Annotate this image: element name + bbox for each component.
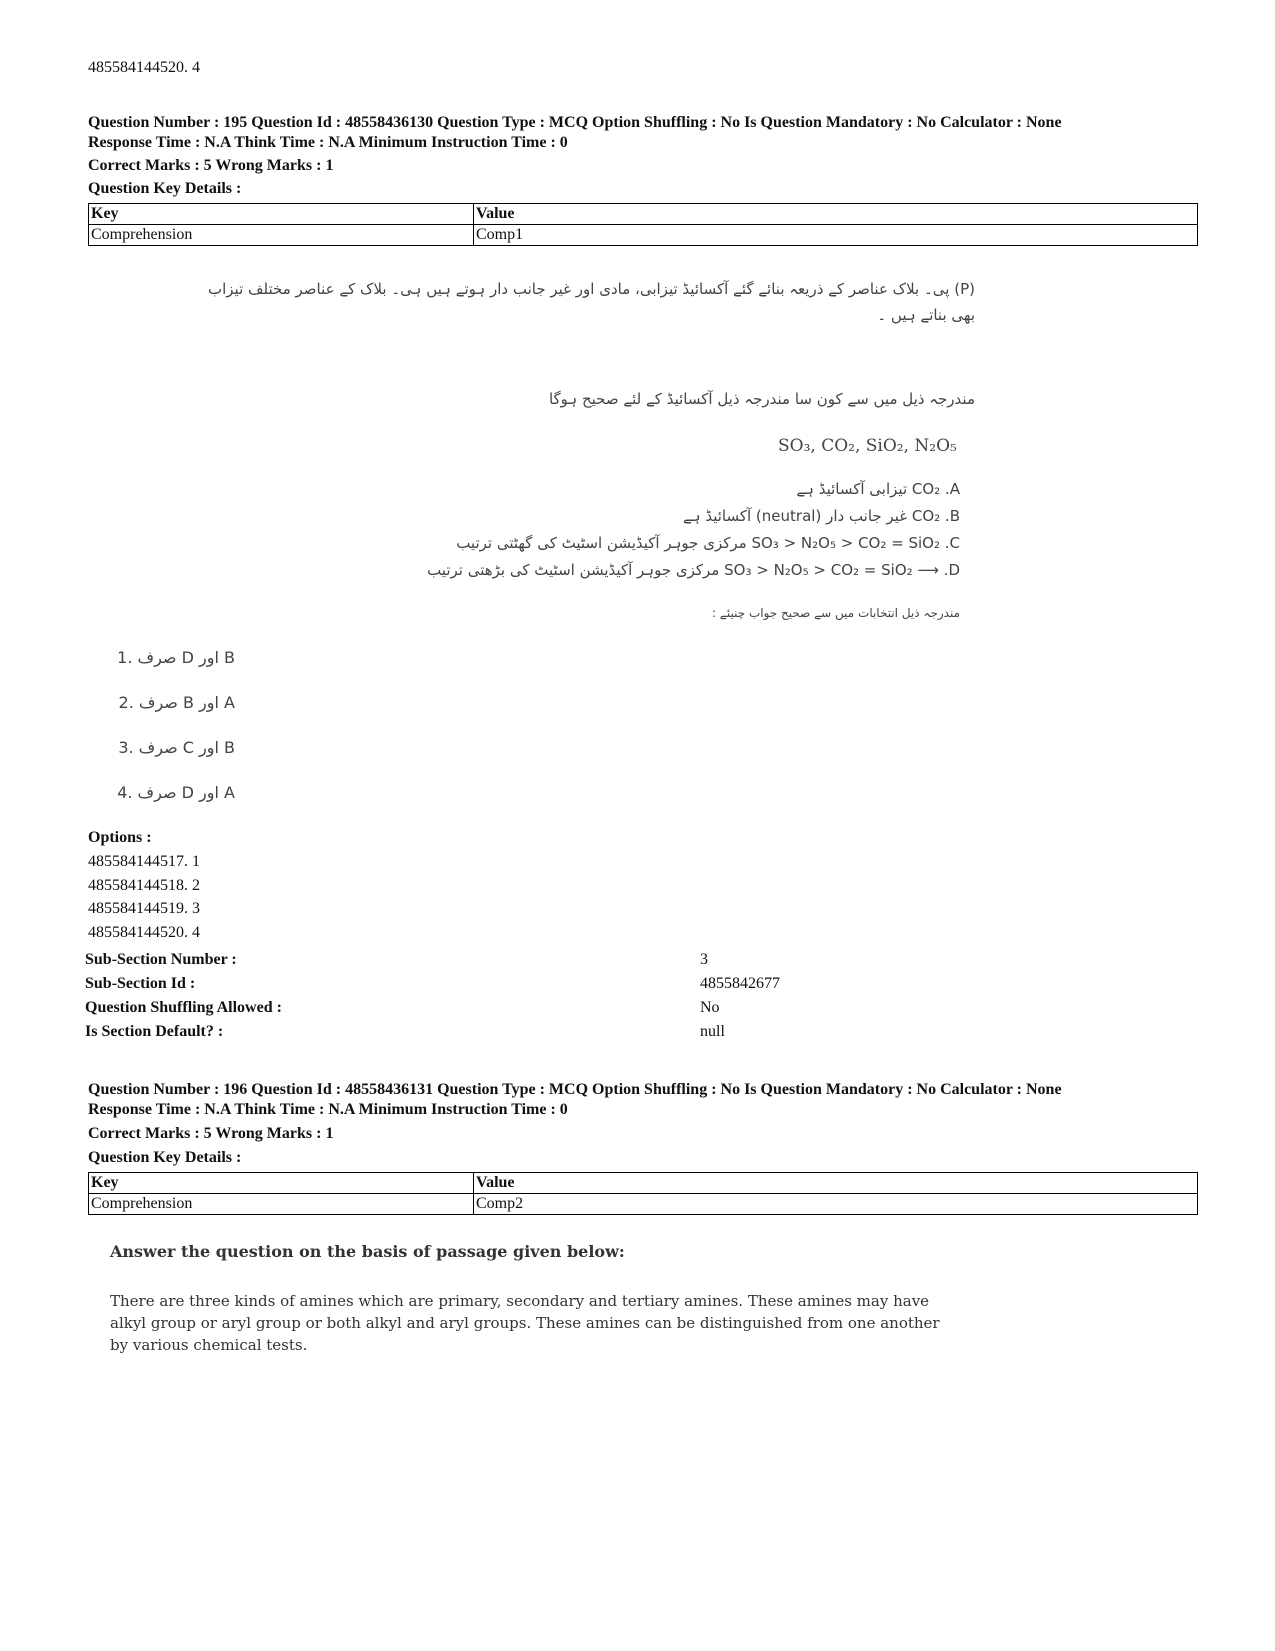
q196-key-table <box>88 1172 1198 1215</box>
statement-b: CO₂ .B غیر جانب دار (neutral) آکسائیڈ ہے <box>682 507 960 525</box>
key-cell: Comprehension <box>89 1194 474 1215</box>
statement-d: SO₃ > N₂O₅ > CO₂ = SiO₂ ⟶ .D مرکزی جوہر آکیڈیشن اسٹیٹ کی بڑھتی ترتیب <box>427 561 960 579</box>
section-default-value: null <box>700 1023 725 1040</box>
option-3: 485584144519. 3 <box>88 900 200 917</box>
subsection-number-label: Sub-Section Number : <box>85 951 237 968</box>
statement-a: CO₂ .A تیزابی آکسائیڈ ہے <box>796 480 960 498</box>
value-cell: Comp2 <box>474 1194 1198 1215</box>
q196-marks: Correct Marks : 5 Wrong Marks : 1 <box>88 1125 334 1142</box>
q195-marks: Correct Marks : 5 Wrong Marks : 1 <box>88 157 334 174</box>
q195-meta-line2: Response Time : N.A Think Time : N.A Minimum Instruction Time : 0 <box>88 134 568 151</box>
value-cell: Comp1 <box>474 225 1198 246</box>
option-4: 485584144520. 4 <box>88 924 200 941</box>
q196-passage-line1: There are three kinds of amines which are primary, secondary and tertiary amines. These amines may have <box>110 1292 930 1310</box>
q196-passage-heading: Answer the question on the basis of passage given below: <box>110 1242 625 1261</box>
key-cell: Comprehension <box>89 225 474 246</box>
q195-question-text: مندرجہ ذیل میں سے کون سا مندرجہ ذیل آکسائیڈ کے لئے صحیح ہوگا <box>548 390 975 408</box>
choice-4: A اور D صرف .4 <box>117 783 235 802</box>
subsection-id-value: 4855842677 <box>700 975 780 992</box>
q195-passage-line2: بھی بناتے ہیں ۔ <box>877 306 975 324</box>
question-shuffling-label: Question Shuffling Allowed : <box>85 999 282 1016</box>
q196-meta-line1: Question Number : 196 Question Id : 48558436131 Question Type : MCQ Option Shuffling : No Is Question Mandatory : No Calculator : None <box>88 1081 1062 1098</box>
statement-c: SO₃ > N₂O₅ > CO₂ = SiO₂ .C مرکزی جوہر آکیڈیشن اسٹیٹ کی گھٹتی ترتیب <box>456 534 960 552</box>
q195-key-table <box>88 203 1198 246</box>
choice-1: B اور D صرف .1 <box>117 648 235 667</box>
oxide-formula-list: SO₃, CO₂, SiO₂, N₂O₅ <box>778 436 957 456</box>
value-header: Value <box>474 1173 1198 1194</box>
previous-answer-line: 485584144520. 4 <box>88 59 200 76</box>
choice-2: A اور B صرف .2 <box>118 693 235 712</box>
options-label: Options : <box>88 829 152 846</box>
value-header: Value <box>474 204 1198 225</box>
subsection-id-label: Sub-Section Id : <box>85 975 196 992</box>
section-default-label: Is Section Default? : <box>85 1023 224 1040</box>
question-shuffling-value: No <box>700 999 720 1016</box>
q195-meta-line1: Question Number : 195 Question Id : 48558436130 Question Type : MCQ Option Shuffling : No Is Question Mandatory : No Calculator : None <box>88 114 1062 131</box>
q196-key-details-label: Question Key Details : <box>88 1149 242 1166</box>
q195-passage-line1: (P) پی۔ بلاک عناصر کے ذریعہ بنائے گئے آکسائیڈ تیزابی، مادی اور غیر جانب دار ہوتے ہیں ہی۔ بلاک کے عناصر مختلف تیزاب <box>207 280 975 298</box>
key-header: Key <box>89 204 474 225</box>
q196-meta-line2: Response Time : N.A Think Time : N.A Minimum Instruction Time : 0 <box>88 1101 568 1118</box>
subsection-number-value: 3 <box>700 951 708 968</box>
option-2: 485584144518. 2 <box>88 877 200 894</box>
q195-instruction: مندرجہ ذیل انتخابات میں سے صحیح جواب چنیئے : <box>711 606 960 620</box>
key-header: Key <box>89 1173 474 1194</box>
q196-passage-line2: alkyl group or aryl group or both alkyl and aryl groups. These amines can be distinguished from one another <box>110 1314 940 1332</box>
option-1: 485584144517. 1 <box>88 853 200 870</box>
choice-3: B اور C صرف .3 <box>118 738 235 757</box>
q196-passage-line3: by various chemical tests. <box>110 1336 308 1354</box>
q195-key-details-label: Question Key Details : <box>88 180 242 197</box>
